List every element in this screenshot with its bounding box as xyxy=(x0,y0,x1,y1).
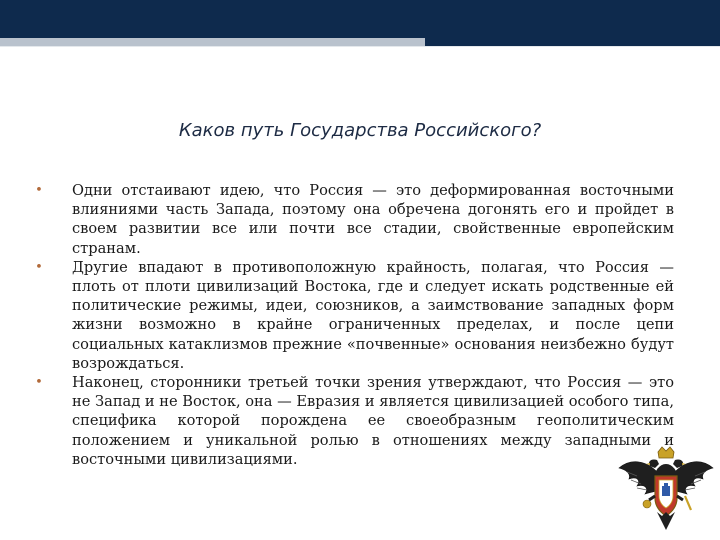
double-headed-eagle-emblem-icon xyxy=(617,446,715,540)
bullet-item xyxy=(32,373,674,469)
header-band xyxy=(0,0,720,38)
bullet-marker: • xyxy=(35,259,43,275)
bullet-text: Одни отстаивают идею, что Россия — это деформированная восточными влияниями часть Запада, поэтому она обречена догонять его и пройдет в своем развитии все или почти все стадии, свойственные европейским странам. xyxy=(72,182,674,257)
slide-title: Каков путь Государства Российского? xyxy=(178,120,542,141)
bullet-item xyxy=(32,258,674,373)
bullet-marker: • xyxy=(35,375,43,391)
bullet-marker: • xyxy=(35,183,43,198)
bullet-item xyxy=(32,181,674,258)
header-band-light-strip xyxy=(0,38,425,46)
bullet-list xyxy=(32,181,674,469)
header-divider xyxy=(0,46,720,47)
bullet-text: Наконец, сторонники третьей точки зрения утверждают, что Россия — это не Запад и не Восток, она — Евразия и является цивилизацией особого типа, специфика которой порождена ее своеобразным геополитическим положением и уникальной ролью в отношениях между западными и восточными цивилизациями. xyxy=(72,374,674,468)
header-band-dark-strip xyxy=(425,38,720,46)
bullet-text: Другие впадают в противоположную крайность, полагая, что Россия — плоть от плоти цивилизаций Востока, где и следует искать родственные ей политические режимы, идеи, союзников, а заимствование западных форм жизни возможно в крайне ограниченных пределах, и после цепи социальных катаклизмов прежние «почвенные» основания неизбежно будут возрождаться. xyxy=(72,258,674,372)
crown-icon xyxy=(658,447,674,458)
